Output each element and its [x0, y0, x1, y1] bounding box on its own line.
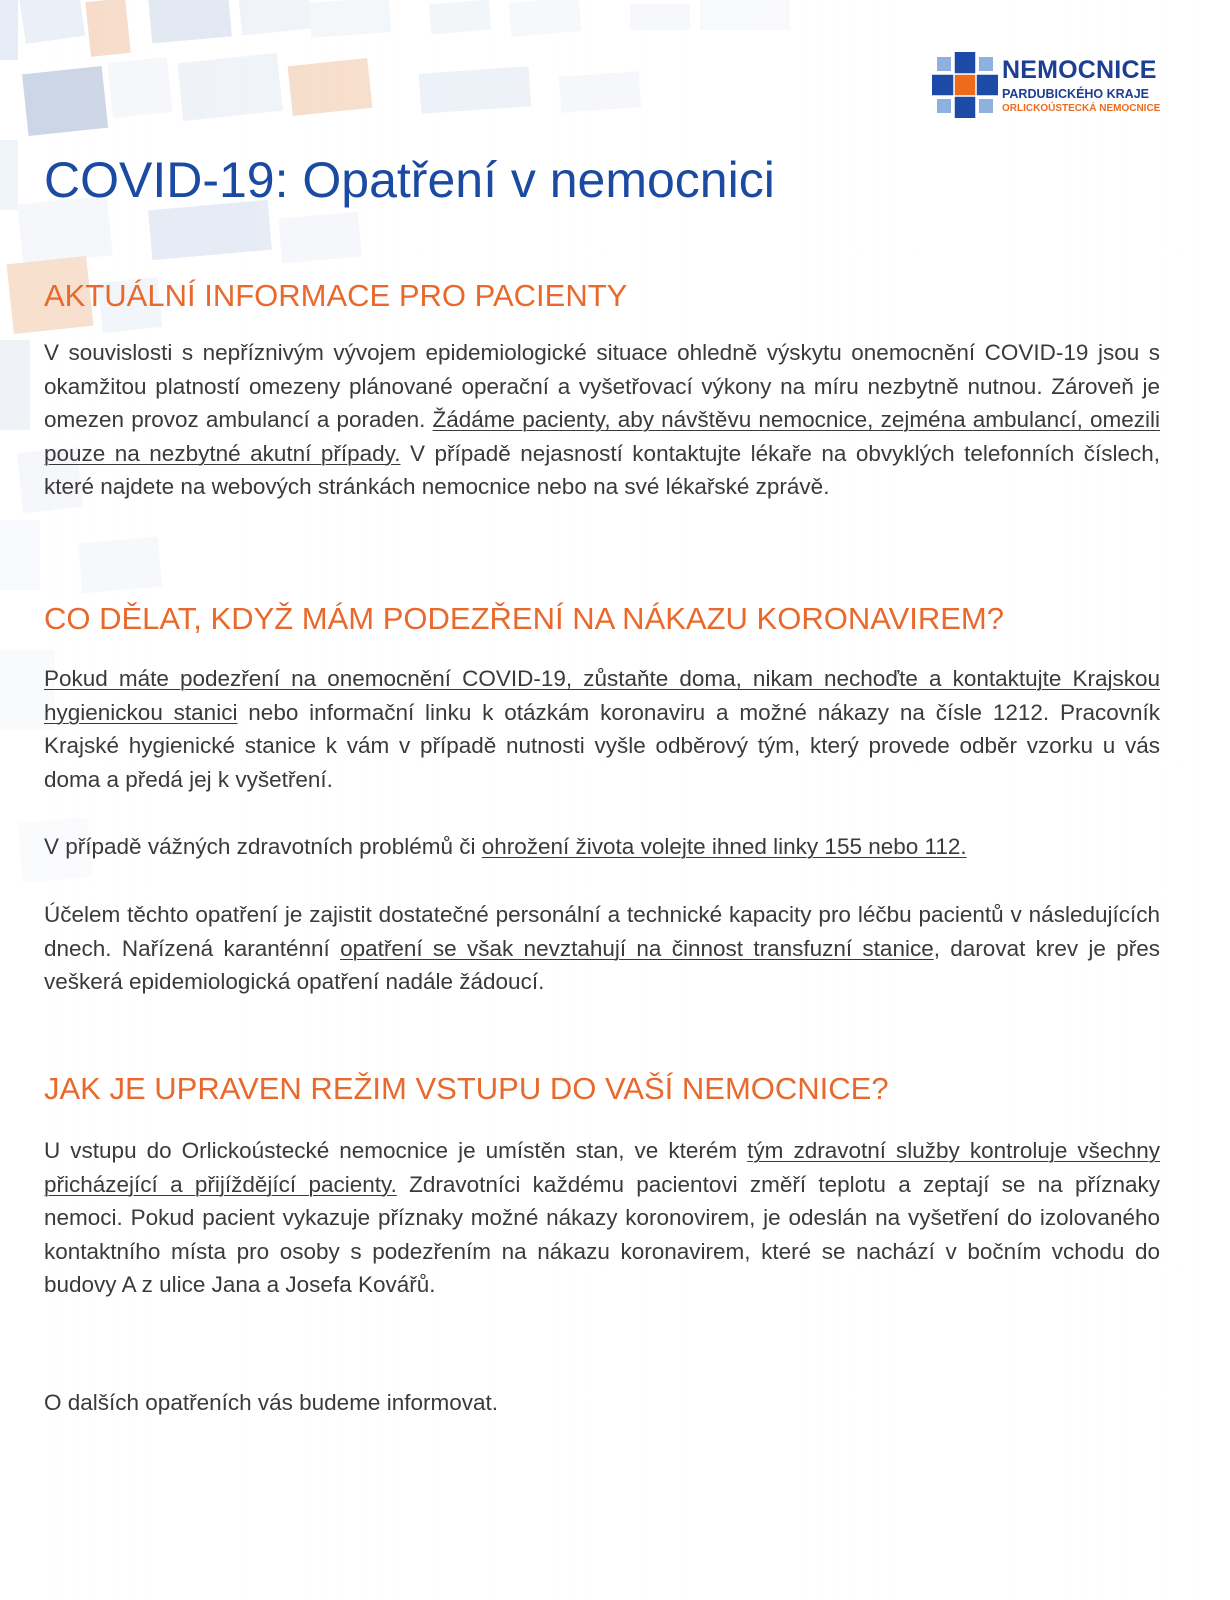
logo-line-2: PARDUBICKÉHO KRAJE	[1002, 87, 1150, 101]
section-heading-patient-info: AKTUÁLNÍ INFORMACE PRO PACIENTY	[44, 278, 628, 313]
logo-text	[1002, 56, 1160, 115]
underlined-text: opatření se však nevztahují na činnost transfuzní stanice	[340, 935, 934, 961]
paragraph-purpose	[44, 898, 1160, 999]
section-heading-entry-regime: JAK JE UPRAVEN REŽIM VSTUPU DO VAŠÍ NEMOCNICE?	[44, 1071, 889, 1106]
paragraph-entry-regime	[44, 1134, 1160, 1302]
underlined-text: Pokud máte podezření na onemocnění COVID-19, zůstaňte doma, nikam nechoďte a kontaktujte Krajskou hygienickou stanici	[44, 666, 1160, 725]
section-heading-suspicion: CO DĚLAT, KDYŽ MÁM PODEZŘENÍ NA NÁKAZU KORONAVIREM?	[44, 601, 1005, 636]
text-run: Účelem těchto opatření je zajistit dostatečné personální a technické kapacity pro léčbu pacientů v následujících dnech. Nařízená karanténní	[44, 902, 1160, 961]
text-run: V případě nejasností kontaktujte lékaře na obvyklých telefonních číslech, které najdete na webových stránkách nemocnice nebo na své lékařské zprávě.	[44, 440, 1160, 499]
closing-note: O dalších opatřeních vás budeme informovat.	[44, 1390, 498, 1415]
hospital-logo	[932, 52, 1172, 122]
paragraph-patient-info	[44, 336, 1160, 504]
logo-line-1: NEMOCNICE	[1002, 56, 1157, 84]
page-title: COVID-19: Opatření v nemocnici	[44, 152, 775, 208]
text-run: nebo informační linku k otázkám koronaviru a možné nákazy na čísle 1212. Pracovník Krajské hygienické stanice k vám v případě nutnosti vyšle odběrový tým, který provede odběr vzorku u vás doma a předá jej k vyšetření.	[44, 699, 1160, 792]
logo-line-3: ORLICKOÚSTECKÁ NEMOCNICE	[1002, 103, 1161, 114]
text-run: V souvislosti s nepříznivým vývojem epidemiologické situace ohledně výskytu onemocnění COVID-19 jsou s okamžitou platností omezeny plánované operační a vyšetřovací výkony na míru nezbytně nutnou. Zároveň je omezen provoz ambulancí a poraden.	[44, 340, 1160, 432]
text-run: U vstupu do Orlickoústecké nemocnice je umístěn stan, ve kterém	[44, 1138, 748, 1163]
underlined-text: ohrožení života volejte ihned linky 155 nebo 112.	[481, 834, 967, 859]
underlined-text: tým zdravotní služby kontroluje všechny přicházející a přijíždějící pacienty.	[44, 1138, 1160, 1197]
paragraph-emergency	[44, 830, 1160, 864]
text-run: , darovat krev je přes veškerá epidemiologická opatření nadále žádoucí.	[44, 935, 1161, 994]
paragraph-suspicion	[44, 662, 1160, 796]
underlined-text: Žádáme pacienty, aby návštěvu nemocnice, zejména ambulancí, omezili pouze na nezbytné akutní případy.	[44, 407, 1161, 466]
cross-logo-icon	[932, 52, 998, 118]
text-run: V případě vážných zdravotních problémů či	[44, 834, 482, 859]
text-run: Zdravotníci každému pacientovi změří teplotu a zeptají se na příznaky nemoci. Pokud pacient vykazuje příznaky možné nákazy koronovirem, je odeslán na vyšetření do izolovaného kontaktního místa pro osoby s podezřením na nákazu koronavirem, které se nachází v bočním vchodu do budovy A z ulice Jana a Josefa Kovářů.	[44, 1171, 1160, 1297]
